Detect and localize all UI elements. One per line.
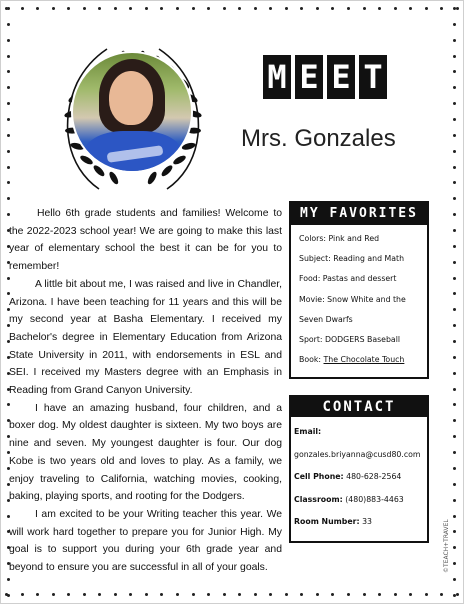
dotted-border-right — [453, 7, 457, 597]
border-dot — [145, 7, 148, 10]
border-dot — [52, 593, 55, 596]
border-dot — [453, 388, 456, 391]
border-dot — [269, 593, 272, 596]
border-dot — [453, 197, 456, 200]
border-dot — [453, 356, 456, 359]
border-dot — [453, 419, 456, 422]
border-dot — [7, 55, 10, 58]
email-label: Email: — [294, 427, 322, 436]
laurel-leaf — [146, 170, 158, 185]
favorites-box — [289, 201, 429, 379]
border-dot — [453, 308, 456, 311]
room-label: Room Number: — [294, 517, 360, 526]
letter-paragraph: A little bit about me, I was raised and live in Chandler, Arizona. I have been teaching for 11 years and this will be my second year at Basha Elementary. I received my Bachelor's degree in Elementary Education from Arizona State University in 2011, with endorsements in ESL and SEI. I received my Masters degree with an Emphasis in Reading from Grand Canyon University. — [9, 278, 282, 397]
border-dot — [238, 7, 241, 10]
border-dot — [300, 7, 303, 10]
border-dot — [425, 7, 428, 10]
border-dot — [453, 70, 456, 73]
border-dot — [285, 593, 288, 596]
border-dot — [145, 593, 148, 596]
border-dot — [453, 213, 456, 216]
border-dot — [7, 39, 10, 42]
border-dot — [453, 102, 456, 105]
border-dot — [453, 340, 456, 343]
border-dot — [363, 7, 366, 10]
letter-paragraph: I am excited to be your Writing teacher this year. We will work hard together to prepare you for Junior High. My goal is to support you during your 6th grade year and beyond to ensure you are successful in all of your goals. — [9, 508, 282, 574]
border-dot — [223, 7, 226, 10]
border-dot — [300, 593, 303, 596]
classroom-label: Classroom: — [294, 494, 343, 504]
border-dot — [254, 7, 257, 10]
border-dot — [21, 7, 24, 10]
border-dot — [453, 594, 456, 597]
meet-letter: T — [359, 55, 387, 99]
border-dot — [176, 593, 179, 596]
border-dot — [176, 7, 179, 10]
favorite-movie-cont: Seven Dwarfs — [299, 314, 353, 324]
border-dot — [453, 23, 456, 26]
border-dot — [114, 593, 117, 596]
border-dot — [114, 7, 117, 10]
border-dot — [453, 467, 456, 470]
border-dot — [378, 593, 381, 596]
border-dot — [129, 7, 132, 10]
contact-box — [289, 395, 429, 543]
border-dot — [7, 134, 10, 137]
border-dot — [36, 7, 39, 10]
favorites-title: MY FAVORITES — [291, 203, 427, 225]
meet-letter: E — [295, 55, 323, 99]
border-dot — [409, 7, 412, 10]
dotted-border-top — [5, 7, 459, 11]
border-dot — [453, 166, 456, 169]
border-dot — [453, 324, 456, 327]
border-dot — [347, 7, 350, 10]
border-dot — [453, 372, 456, 375]
border-dot — [67, 7, 70, 10]
border-dot — [440, 593, 443, 596]
border-dot — [453, 261, 456, 264]
border-dot — [453, 435, 456, 438]
border-dot — [453, 150, 456, 153]
favorite-movie: Movie: Snow White and the — [299, 294, 406, 304]
border-dot — [192, 7, 195, 10]
border-dot — [7, 578, 10, 581]
meet-letter: E — [327, 55, 355, 99]
border-dot — [254, 593, 257, 596]
contact-title: CONTACT — [291, 397, 427, 417]
border-dot — [7, 594, 10, 597]
laurel-leaf — [108, 170, 120, 185]
cell-value: 480-628-2564 — [346, 472, 402, 481]
favorite-book-title: The Chocolate Touch — [323, 355, 405, 365]
border-dot — [207, 7, 210, 10]
border-dot — [363, 593, 366, 596]
room-value: 33 — [362, 517, 372, 526]
border-dot — [453, 292, 456, 295]
border-dot — [160, 593, 163, 596]
border-dot — [331, 7, 334, 10]
border-dot — [98, 7, 101, 10]
border-dot — [453, 530, 456, 533]
border-dot — [7, 181, 10, 184]
favorite-book-label: Book: — [299, 355, 324, 365]
border-dot — [453, 483, 456, 486]
copyright-credit: ©TEACH+TRAVEL — [443, 519, 450, 573]
border-dot — [238, 593, 241, 596]
border-dot — [453, 7, 456, 10]
border-dot — [378, 7, 381, 10]
border-dot — [7, 23, 10, 26]
border-dot — [7, 7, 10, 10]
meet-title — [263, 55, 387, 99]
border-dot — [453, 181, 456, 184]
border-dot — [192, 593, 195, 596]
photo-frame — [53, 39, 213, 199]
border-dot — [453, 134, 456, 137]
border-dot — [453, 562, 456, 565]
border-dot — [207, 593, 210, 596]
border-dot — [394, 593, 397, 596]
border-dot — [67, 593, 70, 596]
border-dot — [7, 150, 10, 153]
favorite-food: Food: Pastas and dessert — [299, 274, 397, 284]
dotted-border-bottom — [5, 593, 459, 597]
favorites-list — [291, 225, 427, 370]
favorite-book — [299, 350, 421, 370]
teacher-photo — [71, 51, 193, 173]
favorite-sport: Sport: DODGERS Baseball — [299, 335, 401, 345]
border-dot — [21, 593, 24, 596]
border-dot — [453, 55, 456, 58]
border-dot — [453, 229, 456, 232]
border-dot — [160, 7, 163, 10]
welcome-letter — [9, 205, 282, 577]
border-dot — [83, 7, 86, 10]
favorite-colors: Colors: Pink and Red — [299, 234, 380, 243]
border-dot — [453, 39, 456, 42]
border-dot — [453, 515, 456, 518]
border-dot — [453, 546, 456, 549]
border-dot — [394, 7, 397, 10]
letter-paragraph: I have an amazing husband, four children, and a boxer dog. My oldest daughter is sixteen. My two boys are nine and seven. My youngest daughter is four. Our dog Kobe is two years old and loves to play. As a family, we enjoy traveling to California, watching movies, cooking, baking, playing sports, and rooting for the Dodgers. — [9, 402, 282, 503]
border-dot — [7, 70, 10, 73]
border-dot — [453, 451, 456, 454]
border-dot — [316, 7, 319, 10]
classroom-value: (480)883-4463 — [345, 494, 404, 504]
border-dot — [285, 7, 288, 10]
border-dot — [331, 593, 334, 596]
border-dot — [453, 578, 456, 581]
border-dot — [7, 166, 10, 169]
border-dot — [7, 118, 10, 121]
border-dot — [440, 7, 443, 10]
meet-letter: M — [263, 55, 291, 99]
border-dot — [425, 593, 428, 596]
border-dot — [453, 403, 456, 406]
border-dot — [129, 593, 132, 596]
border-dot — [453, 118, 456, 121]
border-dot — [409, 593, 412, 596]
border-dot — [7, 102, 10, 105]
border-dot — [453, 245, 456, 248]
cell-label: Cell Phone: — [294, 472, 344, 481]
border-dot — [453, 86, 456, 89]
border-dot — [7, 197, 10, 200]
border-dot — [52, 7, 55, 10]
border-dot — [7, 86, 10, 89]
border-dot — [83, 593, 86, 596]
border-dot — [269, 7, 272, 10]
letter-paragraph: Hello 6th grade students and families! Welcome to the 2022-2023 school year! We are going to make this last year of elementary school the best it can be for you to remember! — [9, 208, 282, 273]
favorite-subject: Subject: Reading and Math — [299, 254, 405, 264]
border-dot — [223, 593, 226, 596]
border-dot — [453, 499, 456, 502]
border-dot — [98, 593, 101, 596]
border-dot — [36, 593, 39, 596]
contact-list — [291, 417, 427, 534]
border-dot — [453, 277, 456, 280]
teacher-name: Mrs. Gonzales — [241, 125, 396, 152]
email-value[interactable]: gonzales.briyanna@cusd80.com — [294, 449, 421, 459]
border-dot — [347, 593, 350, 596]
border-dot — [316, 593, 319, 596]
